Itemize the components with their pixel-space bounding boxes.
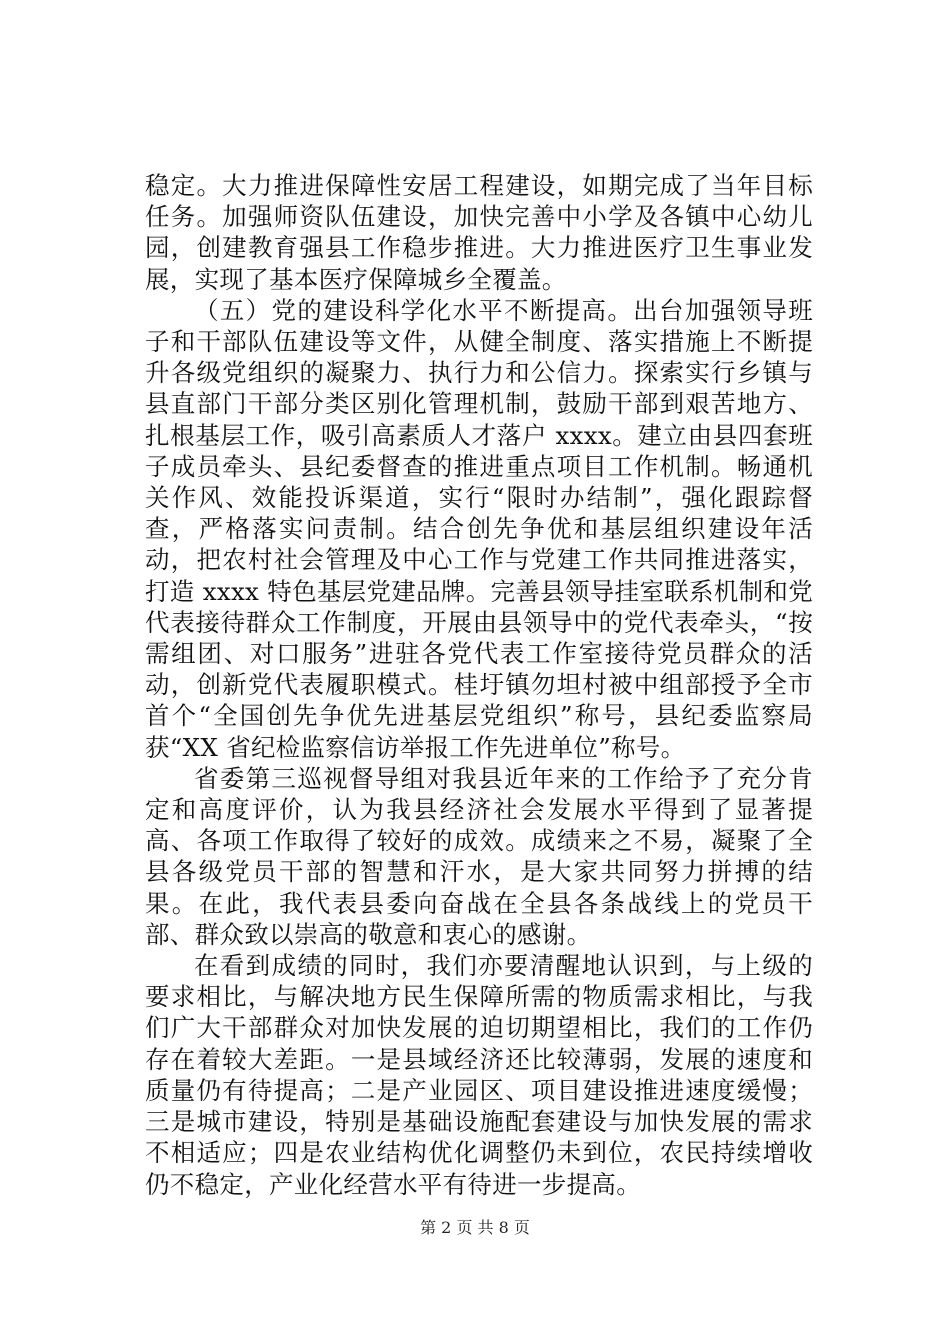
page-number-footer: 第 2 页 共 8 页	[420, 1218, 530, 1237]
paragraph-inspection-evaluation: 省委第三巡视督导组对我县近年来的工作给予了充分肯定和高度评价，认为我县经济社会发展水平得到了显著提高、各项工作取得了较好的成效。成绩来之不易，凝聚了全县各级党员干部的智慧和汗水，是大家共同努力拼搏的结果。在此，我代表县委向奋战在全县各条战线上的党员干部、群众致以崇高的敬意和衷心的感谢。	[145, 763, 813, 949]
document-body	[145, 170, 813, 1200]
paragraph-housing-education-health: 稳定。大力推进保障性安居工程建设，如期完成了当年目标任务。加强师资队伍建设，加快完善中小学及各镇中心幼儿园，创建教育强县工作稳步推进。大力推进医疗卫生事业发展，实现了基本医疗保障城乡全覆盖。	[145, 171, 813, 294]
paragraph-party-building: （五）党的建设科学化水平不断提高。出台加强领导班子和干部队伍建设等文件，从健全制度、落实措施上不断提升各级党组织的凝聚力、执行力和公信力。探索实行乡镇与县直部门干部分类区别化管理机制，鼓励干部到艰苦地方、扎根基层工作，吸引高素质人才落户 xxxx。建立由县四套班子成员牵头、县纪委督查的推进重点项目工作机制。畅通机关作风、效能投诉渠道，实行“限时办结制”，强化跟踪督查，严格落实问责制。结合创先争优和基层组织建设年活动，把农村社会管理及中心工作与党建工作共同推进落实，打造 xxxx 特色基层党建品牌。完善县领导挂室联系机制和党代表接待群众工作制度，开展由县领导中的党代表牵头，“按需组团、对口服务”进驻各党代表工作室接待党员群众的活动，创新党代表履职模式。桂圩镇勿坦村被中组部授予全市首个“全国创先争优先进基层党组织”称号，县纪委监察局获“XX 省纪检监察信访举报工作先进单位”称号。	[145, 295, 813, 762]
paragraph-shortcomings: 在看到成绩的同时，我们亦要清醒地认识到，与上级的要求相比，与解决地方民生保障所需的物质需求相比，与我们广大干部群众对加快发展的迫切期望相比，我们的工作仍存在着较大差距。一是县域经济还比较薄弱，发展的速度和质量仍有待提高；二是产业园区、项目建设推进速度缓慢；三是城市建设，特别是基础设施配套建设与加快发展的需求不相适应；四是农业结构优化调整仍未到位，农民持续增收仍不稳定，产业化经营水平有待进一步提高。	[145, 951, 813, 1199]
